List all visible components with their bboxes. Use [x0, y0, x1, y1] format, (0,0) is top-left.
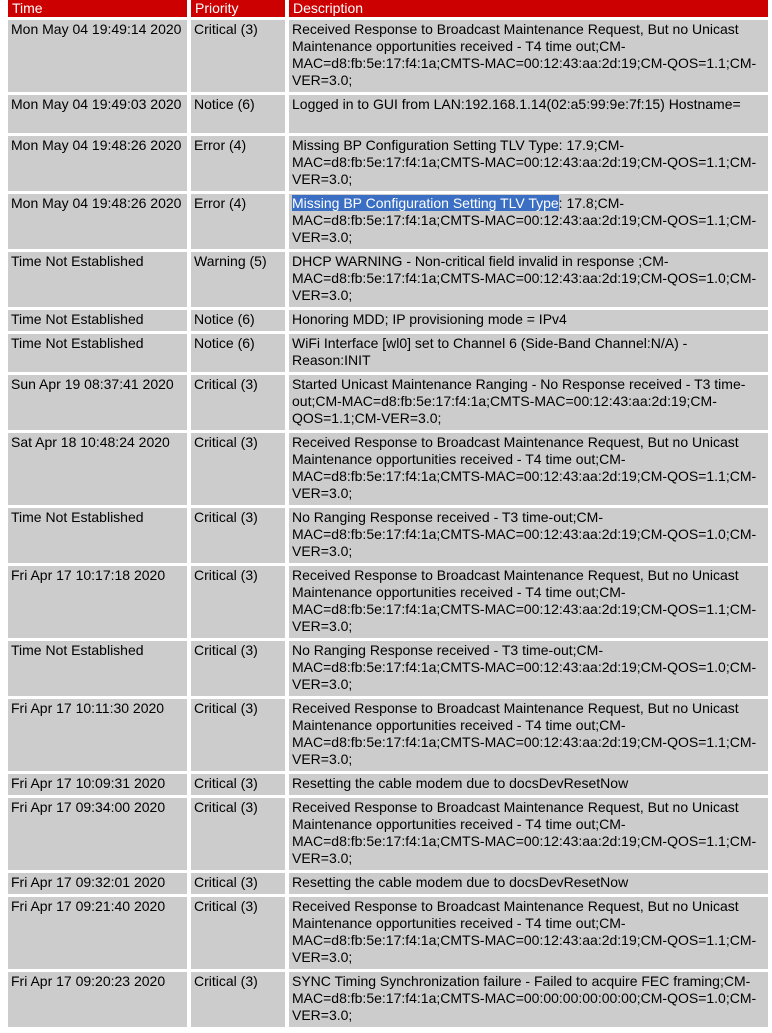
cell-time: Fri Apr 17 10:17:18 2020 [8, 566, 187, 638]
description-text: Received Response to Broadcast Maintenance Request, But no Unicast Maintenance opportunities received - T4 time out;CM-MAC=d8:fb:5e:17:f4:1a;CMTS-MAC=00:12:43:aa:2d:19;CM-QOS=1.1;CM-VER=3.0; [292, 567, 757, 634]
description-text: Received Response to Broadcast Maintenance Request, But no Unicast Maintenance opportunities received - T4 time out;CM-MAC=d8:fb:5e:17:f4:1a;CMTS-MAC=00:12:43:aa:2d:19;CM-QOS=1.1;CM-VER=3.0; [292, 799, 757, 866]
description-text: : 17.8;CM-MAC=d8:fb:5e:17:f4:1a;CMTS-MAC=00:12:43:aa:2d:19;CM-QOS=1.1;CM-VER=3.0; [292, 195, 757, 245]
table-row [8, 95, 768, 133]
cell-description [289, 798, 768, 870]
cell-time: Mon May 04 19:48:26 2020 [8, 194, 187, 249]
description-text: No Ranging Response received - T3 time-out;CM-MAC=d8:fb:5e:17:f4:1a;CMTS-MAC=00:12:43:aa:2d:19;CM-QOS=1.0;CM-VER=3.0; [292, 509, 757, 559]
cell-time: Mon May 04 19:49:14 2020 [8, 20, 187, 92]
cell-priority: Critical (3) [191, 641, 285, 696]
table-row [8, 641, 768, 696]
description-text: No Ranging Response received - T3 time-out;CM-MAC=d8:fb:5e:17:f4:1a;CMTS-MAC=00:12:43:aa:2d:19;CM-QOS=1.0;CM-VER=3.0; [292, 642, 757, 692]
table-row [8, 136, 768, 191]
cell-description [289, 136, 768, 191]
description-text: Received Response to Broadcast Maintenance Request, But no Unicast Maintenance opportunities received - T4 time out;CM-MAC=d8:fb:5e:17:f4:1a;CMTS-MAC=00:12:43:aa:2d:19;CM-QOS=1.1;CM-VER=3.0; [292, 898, 757, 965]
cell-time: Fri Apr 17 09:20:23 2020 [8, 972, 187, 1027]
description-text: Missing BP Configuration Setting TLV Type: 17.9;CM-MAC=d8:fb:5e:17:f4:1a;CMTS-MAC=00:12:43:aa:2d:19;CM-QOS=1.1;CM-VER=3.0; [292, 137, 757, 187]
table-row [8, 873, 768, 894]
cell-priority: Critical (3) [191, 972, 285, 1027]
table-row [8, 774, 768, 795]
cell-time: Mon May 04 19:48:26 2020 [8, 136, 187, 191]
cell-description [289, 972, 768, 1027]
selected-text: Missing BP Configuration Setting TLV Type [292, 195, 559, 211]
cell-priority: Critical (3) [191, 873, 285, 894]
cell-priority: Notice (6) [191, 334, 285, 372]
cell-time: Sun Apr 19 08:37:41 2020 [8, 375, 187, 430]
cell-priority: Critical (3) [191, 897, 285, 969]
column-header-priority[interactable]: Priority [191, 0, 285, 17]
cell-time: Fri Apr 17 10:09:31 2020 [8, 774, 187, 795]
cell-priority: Critical (3) [191, 508, 285, 563]
cell-description [289, 433, 768, 505]
description-text: DHCP WARNING - Non-critical field invalid in response ;CM-MAC=d8:fb:5e:17:f4:1a;CMTS-MAC=00:12:43:aa:2d:19;CM-QOS=1.0;CM-VER=3.0; [292, 253, 757, 303]
cell-description [289, 873, 768, 894]
cell-time: Fri Apr 17 09:34:00 2020 [8, 798, 187, 870]
table-row [8, 798, 768, 870]
cell-time: Fri Apr 17 09:32:01 2020 [8, 873, 187, 894]
cell-time: Sat Apr 18 10:48:24 2020 [8, 433, 187, 505]
table-row [8, 252, 768, 307]
cell-time: Time Not Established [8, 334, 187, 372]
table-row [8, 375, 768, 430]
cell-priority: Critical (3) [191, 699, 285, 771]
description-text: Received Response to Broadcast Maintenance Request, But no Unicast Maintenance opportunities received - T4 time out;CM-MAC=d8:fb:5e:17:f4:1a;CMTS-MAC=00:12:43:aa:2d:19;CM-QOS=1.1;CM-VER=3.0; [292, 21, 757, 88]
description-text: Logged in to GUI from LAN:192.168.1.14(02:a5:99:9e:7f:15) Hostname= [292, 96, 741, 112]
cell-description [289, 334, 768, 372]
table-body [8, 20, 768, 1027]
table-row [8, 194, 768, 249]
cell-description [289, 897, 768, 969]
cell-description [289, 641, 768, 696]
cell-time: Fri Apr 17 10:11:30 2020 [8, 699, 187, 771]
description-text: Started Unicast Maintenance Ranging - No Response received - T3 time-out;CM-MAC=d8:fb:5e:17:f4:1a;CMTS-MAC=00:12:43:aa:2d:19;CM-QOS=1.1;CM-VER=3.0; [292, 376, 746, 426]
cell-time: Mon May 04 19:49:03 2020 [8, 95, 187, 133]
table-row [8, 310, 768, 331]
cell-description [289, 95, 768, 133]
cell-priority: Critical (3) [191, 566, 285, 638]
cell-priority: Critical (3) [191, 375, 285, 430]
cell-priority: Critical (3) [191, 433, 285, 505]
description-text: Received Response to Broadcast Maintenance Request, But no Unicast Maintenance opportunities received - T4 time out;CM-MAC=d8:fb:5e:17:f4:1a;CMTS-MAC=00:12:43:aa:2d:19;CM-QOS=1.1;CM-VER=3.0; [292, 700, 757, 767]
cell-description [289, 194, 768, 249]
cell-priority: Notice (6) [191, 310, 285, 331]
table-row [8, 20, 768, 92]
table-row [8, 897, 768, 969]
cell-description [289, 699, 768, 771]
table-row [8, 508, 768, 563]
description-text: SYNC Timing Synchronization failure - Failed to acquire FEC framing;CM-MAC=d8:fb:5e:17:f4:1a;CMTS-MAC=00:00:00:00:00:00;CM-QOS=1.0;CM-VER=3.0; [292, 973, 757, 1023]
description-text: WiFi Interface [wl0] set to Channel 6 (Side-Band Channel:N/A) - Reason:INIT [292, 335, 688, 368]
cell-description [289, 20, 768, 92]
cell-priority: Error (4) [191, 136, 285, 191]
description-text: Resetting the cable modem due to docsDevResetNow [292, 874, 629, 890]
cell-time: Time Not Established [8, 641, 187, 696]
event-log-table [4, 0, 772, 1030]
cell-priority: Warning (5) [191, 252, 285, 307]
description-text: Resetting the cable modem due to docsDevResetNow [292, 775, 629, 791]
cell-description [289, 310, 768, 331]
table-row [8, 972, 768, 1027]
cell-description [289, 252, 768, 307]
table-row [8, 699, 768, 771]
cell-description [289, 508, 768, 563]
description-text: Received Response to Broadcast Maintenance Request, But no Unicast Maintenance opportunities received - T4 time out;CM-MAC=d8:fb:5e:17:f4:1a;CMTS-MAC=00:12:43:aa:2d:19;CM-QOS=1.1;CM-VER=3.0; [292, 434, 757, 501]
cell-priority: Critical (3) [191, 798, 285, 870]
cell-description [289, 774, 768, 795]
cell-priority: Critical (3) [191, 20, 285, 92]
table-row [8, 433, 768, 505]
column-header-description[interactable]: Description [289, 0, 768, 17]
cell-description [289, 566, 768, 638]
table-row [8, 566, 768, 638]
cell-description [289, 375, 768, 430]
cell-time: Time Not Established [8, 310, 187, 331]
description-text: Honoring MDD; IP provisioning mode = IPv4 [292, 311, 567, 327]
cell-time: Time Not Established [8, 508, 187, 563]
cell-priority: Notice (6) [191, 95, 285, 133]
cell-time: Fri Apr 17 09:21:40 2020 [8, 897, 187, 969]
column-header-time[interactable]: Time [8, 0, 187, 17]
cell-priority: Critical (3) [191, 774, 285, 795]
table-row [8, 334, 768, 372]
cell-time: Time Not Established [8, 252, 187, 307]
cell-priority: Error (4) [191, 194, 285, 249]
table-header-row [8, 0, 768, 17]
